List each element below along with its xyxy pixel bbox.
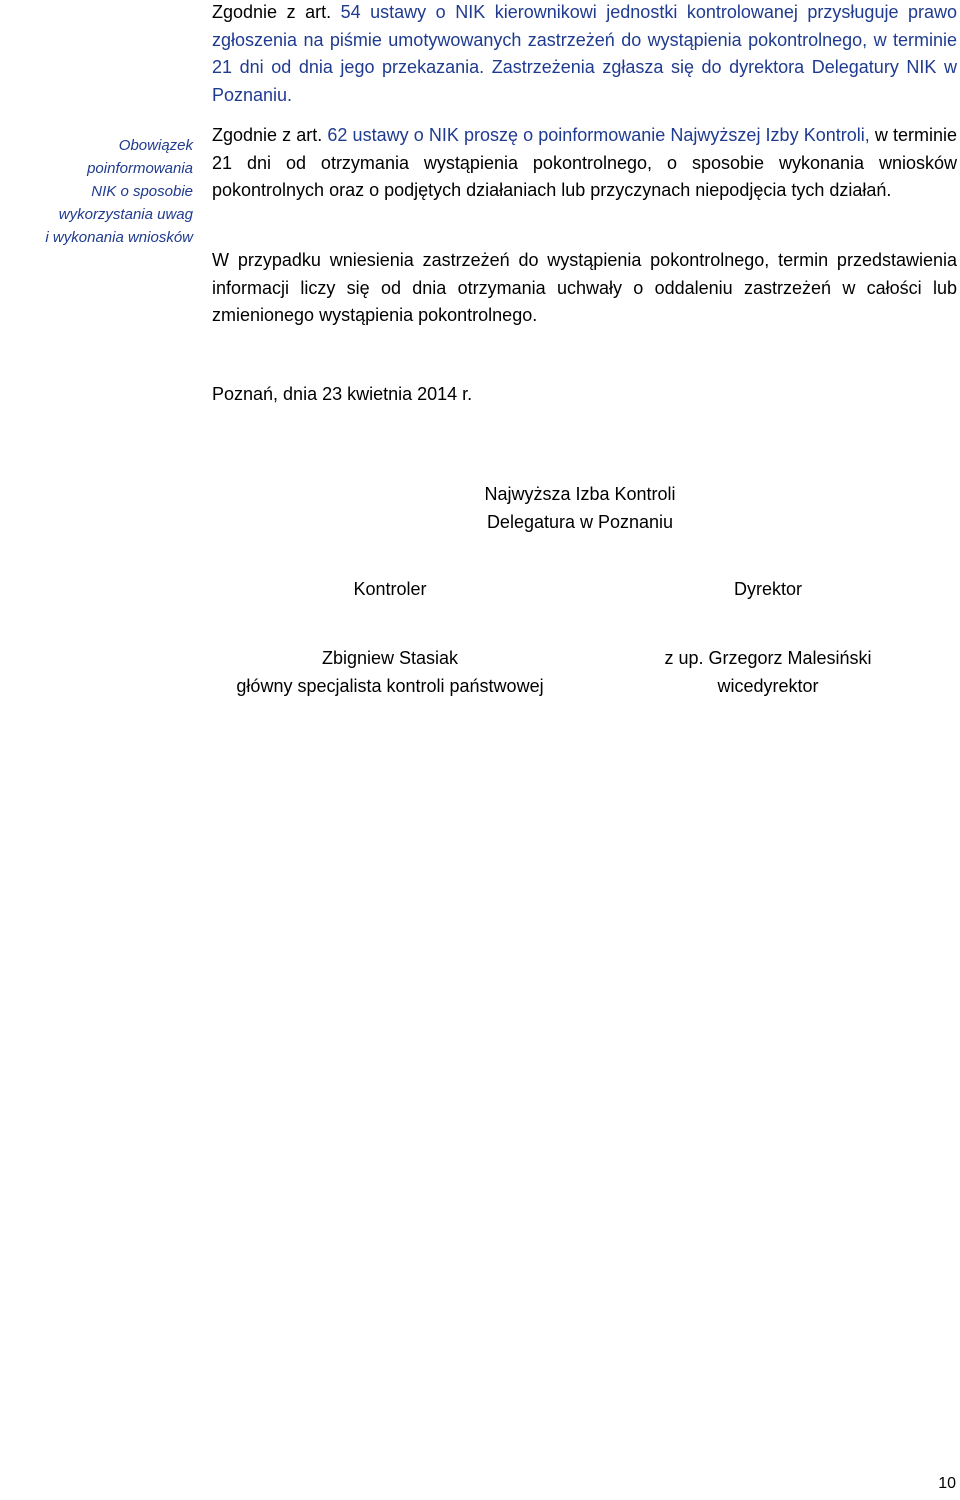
sidebar-note-line: i wykonania wniosków <box>45 229 193 246</box>
paragraph-deadline <box>212 247 957 330</box>
organization-block <box>380 481 780 536</box>
signature-right-position: wicedyrektor <box>717 675 819 696</box>
organization-unit: Delegatura w Poznaniu <box>486 511 674 532</box>
signature-right-title: Dyrektor <box>733 579 802 599</box>
paragraph-text: w terminie 21 dni od otrzymania wystąpienia pokontrolnego, o sposobie wykonania wniosków pokontrolnych oraz o podjętych działaniach lub przyczynach niepodjęcia tych działań. <box>212 125 957 200</box>
sidebar-note-line: NIK o sposobie <box>91 183 193 200</box>
paragraph-information-request <box>212 122 957 205</box>
paragraph-text: Zastrzeżenia zgłasza się do dyrektora Delegatury NIK w Poznaniu. <box>212 57 957 105</box>
date-line: Poznań, dnia 23 kwietnia 2014 r. <box>212 384 473 404</box>
signature-left-name: Zbigniew Stasiak <box>321 648 459 668</box>
sidebar-note-line: Obowiązek <box>118 137 193 154</box>
signature-left-title: Kontroler <box>353 579 427 599</box>
paragraph-text: 54 ustawy o NIK kierownikowi jednostki kontrolowanej przysługuje prawo zgłoszenia na piśmie umotywowanych zastrzeżeń do wystąpienia pokontrolnego, w terminie 21 dni od dnia jego przekazania. <box>212 2 958 77</box>
sidebar-note <box>0 134 193 249</box>
signature-left-position: główny specjalista kontroli państwowej <box>236 675 544 696</box>
signature-right <box>618 645 918 700</box>
sidebar-note-line: wykorzystania uwag <box>58 206 193 223</box>
paragraph-text: 62 ustawy o NIK proszę o poinformowanie <box>327 125 671 145</box>
paragraph-objections <box>212 0 957 109</box>
signature-left <box>200 645 580 700</box>
signature-right-name: z up. Grzegorz Malesiński <box>664 648 872 668</box>
paragraph-text: W przypadku wniesienia zastrzeżeń do wystąpienia pokontrolnego, termin przedstawienia informacji liczy się od dnia otrzymania uchwały o oddaleniu zastrzeżeń w całości lub zmienionego wystąpienia pokontrolnego. <box>212 250 957 325</box>
organization-name: Najwyższa Izba Kontroli <box>484 484 676 504</box>
paragraph-text: Zgodnie z art. <box>212 125 328 145</box>
paragraph-text: Zgodnie z art. <box>212 2 341 22</box>
sidebar-note-line: poinformowania <box>87 160 193 177</box>
paragraph-text: Najwyższej Izby Kontroli, <box>670 125 870 145</box>
page-number: 10 <box>938 1475 956 1492</box>
